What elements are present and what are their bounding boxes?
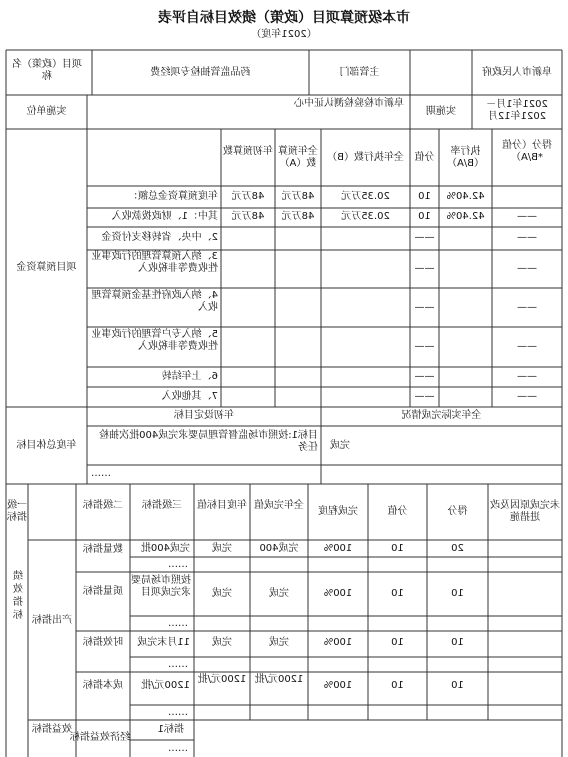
indicator-degree: 100%	[323, 543, 353, 554]
budget-row-score: ——	[517, 391, 537, 402]
indicator-target: 1200元/批	[197, 674, 247, 685]
overall-actual-header: 全年实际完成情况	[401, 410, 482, 421]
dept-label: 主管部门	[339, 67, 380, 78]
indicator-ellipsis: ……	[168, 618, 188, 629]
budget-row-score-value: ——	[414, 302, 435, 313]
header-score-value: 分值	[414, 152, 435, 163]
indicator-actual: 完成	[269, 637, 289, 648]
indicator-actual: 1200元/批	[254, 674, 304, 685]
indicator-degree: 100%	[323, 637, 353, 648]
budget-row-label: 7、其他收入	[161, 391, 218, 402]
indicator-score: 20	[451, 543, 464, 554]
indicator-l3: 1200元/批	[141, 680, 190, 691]
header-annual-target: 年度目标值	[197, 500, 247, 511]
indicator-score-value: 10	[391, 588, 404, 599]
overall-target-text: 目标1:按照市场监督管理局要求完成400批次抽检任务	[99, 430, 318, 453]
indicator-l3: 按照市场局要求完成项目	[131, 575, 191, 598]
header-execution-rate: 执行率（B/A）	[446, 146, 485, 169]
document-title: 市本级预算项目（政策）绩效目标自评表	[158, 10, 410, 26]
benefit-indicators-label: 效益指标	[32, 724, 72, 735]
budget-section-label: 项目预算资金	[16, 262, 77, 273]
budget-row-initial: 48万元	[231, 191, 265, 202]
indicator-actual: 完成400	[259, 543, 299, 554]
indicator-ellipsis: ……	[168, 707, 188, 718]
budget-row-rate: 42.40%	[446, 211, 485, 222]
indicator-ellipsis: ……	[168, 559, 188, 570]
impl-period-label: 实施期	[426, 106, 456, 117]
budget-row-score-value: 10	[418, 191, 431, 202]
budget-row-label: 3、纳入预算管理的行政事业性收费等非税收入	[91, 251, 218, 274]
document-year: （2021年度）	[251, 29, 317, 40]
header-score: 得分（分值*B/A）	[502, 140, 552, 163]
indicator-target: 完成	[212, 543, 232, 554]
budget-row-score: ——	[517, 232, 537, 243]
impl-period-value: 2021年1月－2021年12月	[486, 99, 548, 122]
header-annual-executed: 全年执行数（B）	[327, 152, 404, 163]
budget-row-score-value: 10	[418, 211, 431, 222]
benefit-ellipsis: ……	[168, 743, 188, 754]
indicator-target: 完成	[212, 588, 232, 599]
indicator-score-value: 10	[391, 543, 404, 554]
overall-ellipsis: ……	[91, 468, 111, 479]
budget-row-score-value: ——	[414, 341, 435, 352]
benefit-l2: 经济效益指标	[70, 732, 130, 743]
overall-section-label: 年度总体目标	[16, 440, 77, 451]
indicator-l2: 质量指标	[83, 586, 123, 597]
budget-row-score: ——	[517, 341, 537, 352]
indicator-degree: 100%	[323, 588, 353, 599]
indicator-score: 10	[451, 637, 464, 648]
budget-row-score-value: ——	[414, 232, 435, 243]
indicator-l2: 成本指标	[83, 680, 123, 691]
impl-unit-value: 阜新市检验检测认证中心	[294, 98, 404, 109]
header-reason: 未完成原因及改进措施	[490, 500, 560, 523]
project-name-value: 药品监管抽检专项经费	[150, 67, 251, 78]
budget-row-rate: 42.40%	[446, 191, 485, 202]
header-annual-budget: 全年预算数（A）	[278, 146, 318, 169]
budget-row-score: ——	[517, 211, 537, 222]
output-indicators-label: 产出指标	[32, 615, 72, 626]
header-annual-actual: 全年完成值	[254, 500, 304, 511]
budget-row-score: ——	[517, 302, 537, 313]
benefit-l3: 指标1	[157, 724, 184, 735]
indicator-target: 完成	[212, 637, 232, 648]
overall-initial-header: 年初设定目标	[174, 410, 234, 421]
indicator-score-value: 10	[391, 680, 404, 691]
indicator-actual: 完成	[269, 588, 289, 599]
budget-row-initial: 48万元	[231, 211, 265, 222]
budget-row-score-value: ——	[414, 263, 435, 274]
indicator-l3: 11月末完成	[137, 637, 190, 648]
budget-row-executed: 20.35万元	[341, 191, 390, 202]
budget-row-score-value: ——	[414, 371, 435, 382]
dept-value: 阜新市人民政府	[482, 67, 552, 78]
header-initial-budget: 年初预算数	[223, 146, 273, 157]
budget-row-label: 2、中央、省转移支付资金	[101, 232, 218, 243]
budget-row-label: 4、纳入政府性基金预算管理收入	[91, 290, 218, 313]
overall-actual-text: 完成	[330, 440, 350, 451]
budget-row-score: ——	[517, 371, 537, 382]
header-ind-score: 得分	[447, 506, 468, 517]
project-name-label: 项目（政策）名称	[12, 59, 82, 82]
indicator-l3: 完成400批	[140, 543, 190, 554]
budget-row-label: 年度预算资金总额：	[128, 191, 218, 202]
indicator-score: 10	[451, 680, 464, 691]
header-completion: 完成程度	[318, 506, 358, 517]
budget-row-annual: 48万元	[281, 191, 315, 202]
indicator-l2: 数量指标	[83, 544, 123, 555]
budget-row-label: 其中：1、财政拨款收入	[111, 211, 218, 222]
budget-row-executed: 20.35万元	[341, 211, 390, 222]
header-ind-score-value: 分值	[387, 506, 408, 517]
impl-unit-label: 实施单位	[26, 106, 67, 117]
indicator-score-value: 10	[391, 637, 404, 648]
header-level3: 三级指标	[142, 500, 182, 511]
indicator-ellipsis: ……	[168, 659, 188, 670]
indicator-degree: 100%	[323, 680, 353, 691]
indicator-score: 10	[451, 588, 464, 599]
budget-row-label: 5、纳入专户管理的行政事业性收费等非税收入	[91, 329, 218, 352]
indicators-section-label: 绩效指标	[13, 571, 23, 621]
header-level2: 二级指标	[83, 500, 123, 511]
budget-row-label: 6、上年结转	[161, 371, 218, 382]
indicator-l2: 时效指标	[83, 637, 123, 648]
budget-row-score-value: ——	[414, 391, 435, 402]
budget-row-score: ——	[517, 263, 537, 274]
header-level1: 一级指标	[7, 500, 27, 523]
budget-row-annual: 48万元	[281, 211, 315, 222]
